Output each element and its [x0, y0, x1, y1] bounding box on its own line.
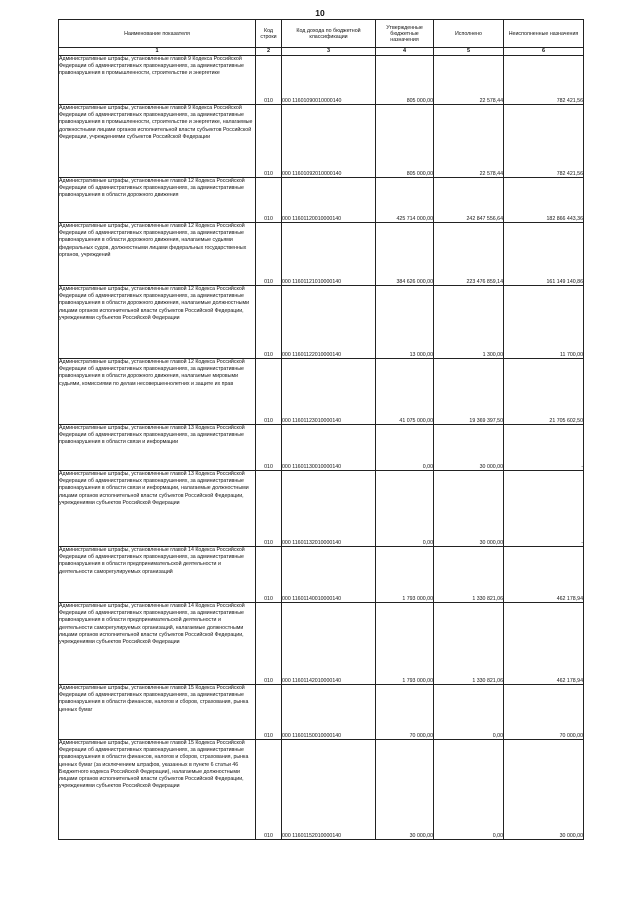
approved-amount: 805 000,00: [376, 105, 434, 178]
row-code: 010: [256, 359, 282, 425]
header-executed: Исполнено: [434, 20, 504, 48]
executed-amount: 22 578,44: [434, 56, 504, 105]
table-row: [59, 547, 584, 603]
budget-execution-table: [58, 19, 584, 840]
table-row: [59, 740, 584, 840]
row-code: 010: [256, 286, 282, 359]
column-number: 5: [434, 48, 504, 56]
table-row: [59, 471, 584, 547]
income-code: 000 11601092010000140: [282, 105, 376, 178]
indicator-name: Административные штрафы, установленные главой 9 Кодекса Российской Федерации об административных правонарушениях, за административные правонарушения в промышленности, строительстве и энергетике, налагаемые должностными лицами органов исполнительной власти субъектов Российской Федерации, учреждениями субъектов Российской Федерации: [59, 105, 256, 178]
row-code: 010: [256, 603, 282, 685]
unexecuted-amount: -: [504, 425, 584, 471]
approved-amount: 1 793 000,00: [376, 603, 434, 685]
executed-amount: 1 330 821,06: [434, 547, 504, 603]
income-code: 000 11601142010000140: [282, 603, 376, 685]
indicator-name: Административные штрафы, установленные главой 14 Кодекса Российской Федерации об административных правонарушениях, за административные правонарушения в области предпринимательской деятельности и деятельности саморегулируемых организаций, налагаемые должностными лицами органов исполнительной власти субъектов Российской Федерации, учреждениями субъектов Российской Федерации: [59, 603, 256, 685]
unexecuted-amount: 11 700,00: [504, 286, 584, 359]
executed-amount: 242 847 556,64: [434, 178, 504, 223]
header-approved: Утвержденные бюджетные назначения: [376, 20, 434, 48]
executed-amount: 30 000,00: [434, 471, 504, 547]
column-number: 2: [256, 48, 282, 56]
page-number: 10: [315, 8, 325, 18]
income-code: 000 11601152010000140: [282, 740, 376, 840]
unexecuted-amount: 782 421,56: [504, 105, 584, 178]
indicator-name: Административные штрафы, установленные главой 12 Кодекса Российской Федерации об административных правонарушениях, за административные правонарушения в области дорожного движения: [59, 178, 256, 223]
unexecuted-amount: 161 149 140,86: [504, 223, 584, 286]
unexecuted-amount: 30 000,00: [504, 740, 584, 840]
approved-amount: 384 626 000,00: [376, 223, 434, 286]
income-code: 000 11601130010000140: [282, 425, 376, 471]
unexecuted-amount: 21 705 602,50: [504, 359, 584, 425]
unexecuted-amount: 70 000,00: [504, 685, 584, 740]
table-row: [59, 223, 584, 286]
executed-amount: 22 578,44: [434, 105, 504, 178]
income-code: 000 11601150010000140: [282, 685, 376, 740]
row-code: 010: [256, 178, 282, 223]
executed-amount: 0,00: [434, 685, 504, 740]
indicator-name: Административные штрафы, установленные главой 14 Кодекса Российской Федерации об административных правонарушениях, за административные правонарушения в области предпринимательской деятельности и деятельности саморегулируемых организаций: [59, 547, 256, 603]
header-row-code: Код строки: [256, 20, 282, 48]
approved-amount: 1 793 000,00: [376, 547, 434, 603]
income-code: 000 11601120010000140: [282, 178, 376, 223]
approved-amount: 425 714 000,00: [376, 178, 434, 223]
income-code: 000 11601132010000140: [282, 471, 376, 547]
approved-amount: 805 000,00: [376, 56, 434, 105]
unexecuted-amount: -: [504, 471, 584, 547]
table-row: [59, 105, 584, 178]
table-row: [59, 603, 584, 685]
approved-amount: 0,00: [376, 425, 434, 471]
executed-amount: 30 000,00: [434, 425, 504, 471]
executed-amount: 19 369 397,50: [434, 359, 504, 425]
income-code: 000 11601123010000140: [282, 359, 376, 425]
approved-amount: 41 075 000,00: [376, 359, 434, 425]
unexecuted-amount: 462 178,94: [504, 547, 584, 603]
row-code: 010: [256, 471, 282, 547]
column-number: 1: [59, 48, 256, 56]
indicator-name: Административные штрафы, установленные главой 12 Кодекса Российской Федерации об административных правонарушениях, за административные правонарушения в области дорожного движения, налагаемые судьями федеральных судов, должностными лицами федеральных государственных органов, учреждений: [59, 223, 256, 286]
table-row: [59, 425, 584, 471]
approved-amount: 0,00: [376, 471, 434, 547]
executed-amount: 1 300,00: [434, 286, 504, 359]
row-code: 010: [256, 685, 282, 740]
unexecuted-amount: 182 866 443,36: [504, 178, 584, 223]
executed-amount: 1 330 821,06: [434, 603, 504, 685]
row-code: 010: [256, 547, 282, 603]
header-name: Наименование показателя: [59, 20, 256, 48]
indicator-name: Административные штрафы, установленные главой 13 Кодекса Российской Федерации об административных правонарушениях, за административные правонарушения в области связи и информации, налагаемые должностными лицами органов исполнительной власти субъектов Российской Федерации, учреждениями субъектов Российской Федерации: [59, 471, 256, 547]
column-number: 3: [282, 48, 376, 56]
table-row: [59, 178, 584, 223]
approved-amount: 30 000,00: [376, 740, 434, 840]
table-row: [59, 685, 584, 740]
table-row: [59, 286, 584, 359]
row-code: 010: [256, 223, 282, 286]
row-code: 010: [256, 105, 282, 178]
income-code: 000 11601090010000140: [282, 56, 376, 105]
row-code: 010: [256, 740, 282, 840]
unexecuted-amount: 782 421,56: [504, 56, 584, 105]
table-row: [59, 56, 584, 105]
row-code: 010: [256, 425, 282, 471]
indicator-name: Административные штрафы, установленные главой 15 Кодекса Российской Федерации об административных правонарушениях, за административные правонарушения в области финансов, налогов и сборов, страхования, рынка ценных бумаг (за исключением штрафов, указанных в пункте 6 статьи 46 Бюджетного кодекса Российской Федерации), налагаемые должностными лицами органов исполнительной власти субъектов Российской Федерации, учреждениями субъектов Российской Федерации: [59, 740, 256, 840]
indicator-name: Административные штрафы, установленные главой 12 Кодекса Российской Федерации об административных правонарушениях, за административные правонарушения в области дорожного движения, налагаемые должностными лицами органов исполнительной власти субъектов Российской Федерации, учреждениями субъектов Российской Федерации: [59, 286, 256, 359]
approved-amount: 70 000,00: [376, 685, 434, 740]
column-number: 6: [504, 48, 584, 56]
header-unexecuted: Неисполненные назначения: [504, 20, 584, 48]
indicator-name: Административные штрафы, установленные главой 15 Кодекса Российской Федерации об административных правонарушениях, за административные правонарушения в области финансов, налогов и сборов, страхования, рынка ценных бумаг: [59, 685, 256, 740]
unexecuted-amount: 462 178,94: [504, 603, 584, 685]
indicator-name: Административные штрафы, установленные главой 12 Кодекса Российской Федерации об административных правонарушениях, за административные правонарушения в области дорожного движения, налагаемые мировыми судьями, комиссиями по делам несовершеннолетних и защите их прав: [59, 359, 256, 425]
approved-amount: 13 000,00: [376, 286, 434, 359]
header-income-code: Код дохода по бюджетной классификации: [282, 20, 376, 48]
indicator-name: Административные штрафы, установленные главой 13 Кодекса Российской Федерации об административных правонарушениях, за административные правонарушения в области связи и информации: [59, 425, 256, 471]
column-number: 4: [376, 48, 434, 56]
row-code: 010: [256, 56, 282, 105]
income-code: 000 11601140010000140: [282, 547, 376, 603]
table-header-row: [59, 20, 584, 48]
indicator-name: Административные штрафы, установленные главой 9 Кодекса Российской Федерации об административных правонарушениях, за административные правонарушения в промышленности, строительстве и энергетике: [59, 56, 256, 105]
column-number-row: [59, 48, 584, 56]
table-row: [59, 359, 584, 425]
income-code: 000 11601121010000140: [282, 223, 376, 286]
income-code: 000 11601122010000140: [282, 286, 376, 359]
executed-amount: 0,00: [434, 740, 504, 840]
executed-amount: 223 476 859,14: [434, 223, 504, 286]
